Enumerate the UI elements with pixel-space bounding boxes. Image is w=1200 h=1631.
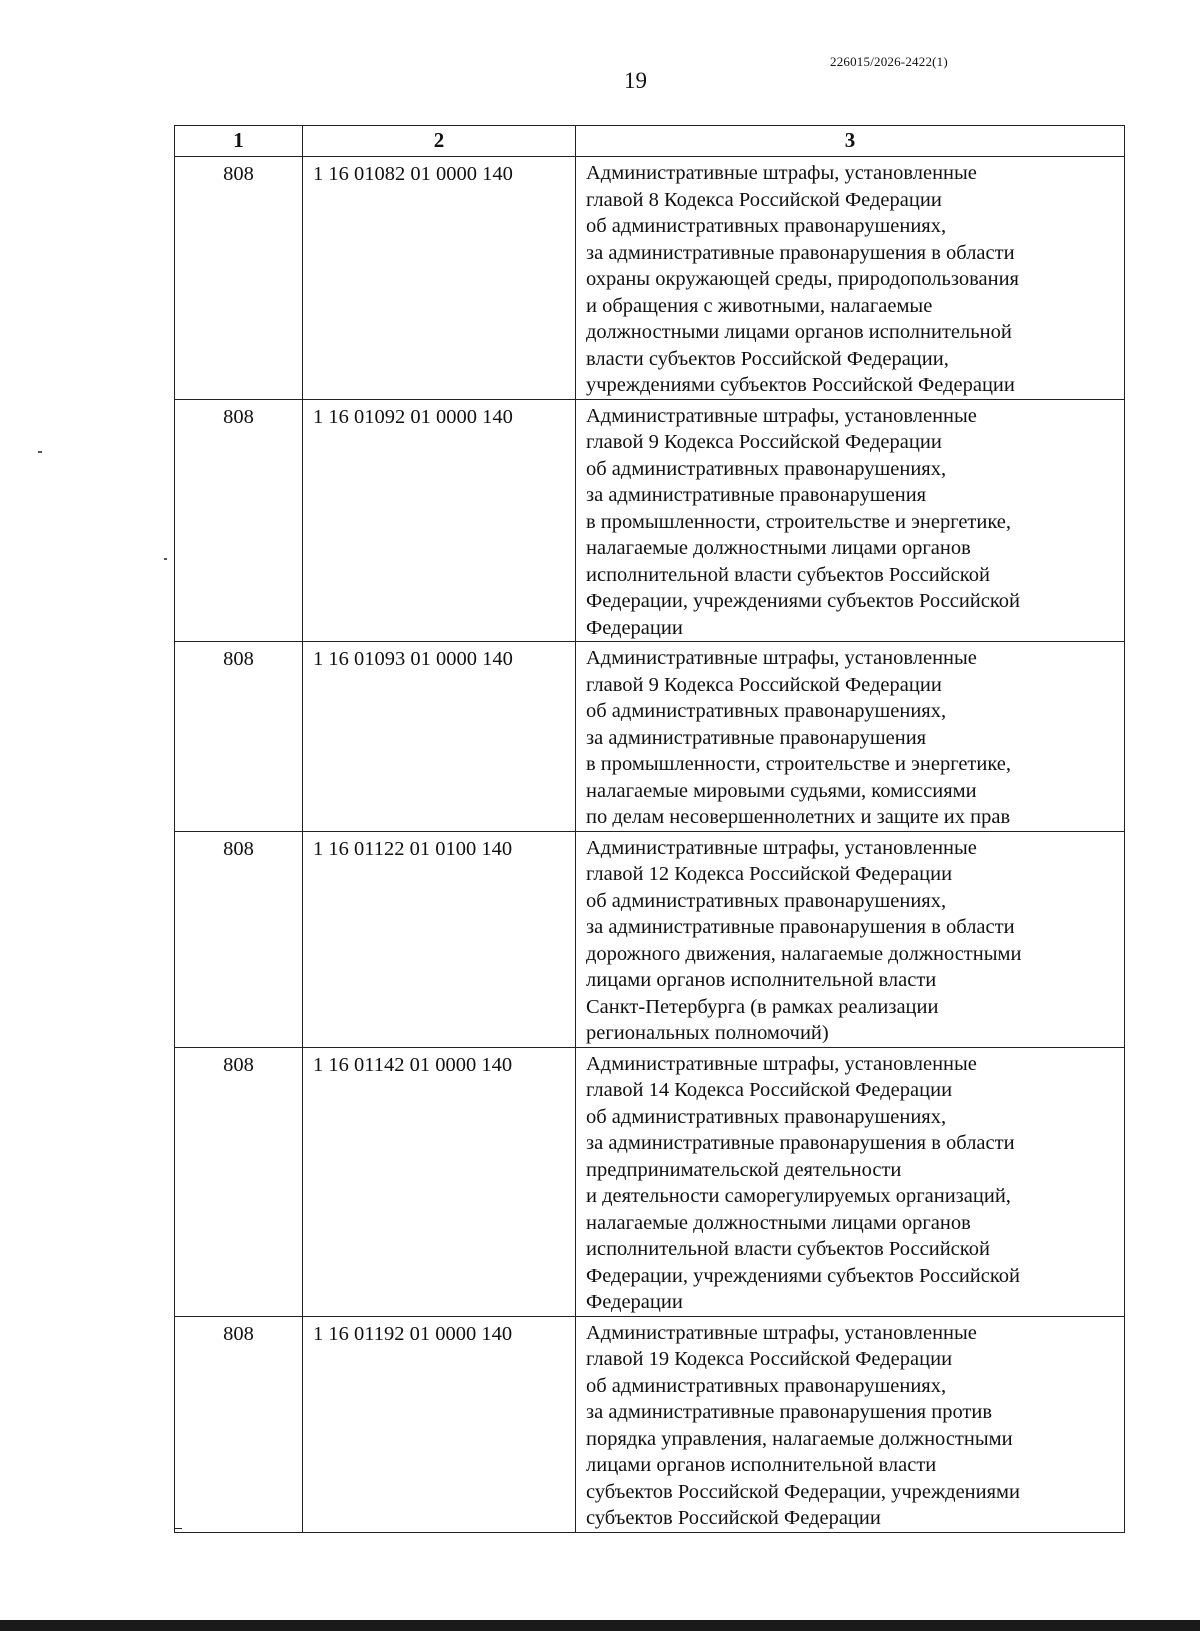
description-cell: Административные штрафы, установленные главой 9 Кодекса Российской Федерации об административных правонарушениях, за административные правонарушения в промышленности, строительстве и энергетике, налагаемые должностными лицами органов исполнительной власти субъектов Российской Федерации, учреждениями субъектов Российской Федерации xyxy=(576,399,1125,642)
table-row xyxy=(175,831,1125,1047)
description-cell: Административные штрафы, установленные главой 19 Кодекса Российской Федерации об административных правонарушениях, за административные правонарушения против порядка управления, налагаемые должностными лицами органов исполнительной власти субъектов Российской Федерации, учреждениями субъектов Российской Федерации xyxy=(576,1316,1125,1532)
admin-code-cell: 808 xyxy=(175,399,303,642)
revenue-code-cell: 1 16 01122 01 0100 140 xyxy=(303,831,576,1047)
revenue-codes-table xyxy=(174,125,1125,1533)
admin-code-cell: 808 xyxy=(175,831,303,1047)
revenue-code-cell: 1 16 01093 01 0000 140 xyxy=(303,642,576,832)
table-row xyxy=(175,1047,1125,1316)
table-row xyxy=(175,642,1125,832)
scan-artifact xyxy=(164,558,167,560)
column-header-3: 3 xyxy=(576,126,1125,157)
table-edge-tick xyxy=(174,1528,182,1529)
admin-code-cell: 808 xyxy=(175,157,303,400)
scan-bottom-edge xyxy=(0,1620,1200,1631)
revenue-code-cell: 1 16 01082 01 0000 140 xyxy=(303,157,576,400)
admin-code-cell: 808 xyxy=(175,1047,303,1316)
description-cell: Административные штрафы, установленные главой 12 Кодекса Российской Федерации об административных правонарушениях, за административные правонарушения в области дорожного движения, налагаемые должностными лицами органов исполнительной власти Санкт-Петербурга (в рамках реализации региональных полномочий) xyxy=(576,831,1125,1047)
revenue-code-cell: 1 16 01092 01 0000 140 xyxy=(303,399,576,642)
document-id: 226015/2026-2422(1) xyxy=(830,54,948,69)
admin-code-cell: 808 xyxy=(175,1316,303,1532)
revenue-code-cell: 1 16 01192 01 0000 140 xyxy=(303,1316,576,1532)
column-header-2: 2 xyxy=(303,126,576,157)
description-cell: Административные штрафы, установленные главой 9 Кодекса Российской Федерации об административных правонарушениях, за административные правонарушения в промышленности, строительстве и энергетике, налагаемые мировыми судьями, комиссиями по делам несовершеннолетних и защите их прав xyxy=(576,642,1125,832)
description-cell: Административные штрафы, установленные главой 14 Кодекса Российской Федерации об административных правонарушениях, за административные правонарушения в области предпринимательской деятельности и деятельности саморегулируемых организаций, налагаемые должностными лицами органов исполнительной власти субъектов Российской Федерации, учреждениями субъектов Российской Федерации xyxy=(576,1047,1125,1316)
table-row xyxy=(175,399,1125,642)
scan-artifact xyxy=(38,451,42,453)
admin-code-cell: 808 xyxy=(175,642,303,832)
revenue-code-cell: 1 16 01142 01 0000 140 xyxy=(303,1047,576,1316)
table-header-row xyxy=(175,126,1125,157)
table-row xyxy=(175,1316,1125,1532)
table-row xyxy=(175,157,1125,400)
column-header-1: 1 xyxy=(175,126,303,157)
description-cell: Административные штрафы, установленные главой 8 Кодекса Российской Федерации об административных правонарушениях, за административные правонарушения в области охраны окружающей среды, природопользования и обращения с животными, налагаемые должностными лицами органов исполнительной власти субъектов Российской Федерации, учреждениями субъектов Российской Федерации xyxy=(576,157,1125,400)
page-number: 19 xyxy=(624,68,647,93)
